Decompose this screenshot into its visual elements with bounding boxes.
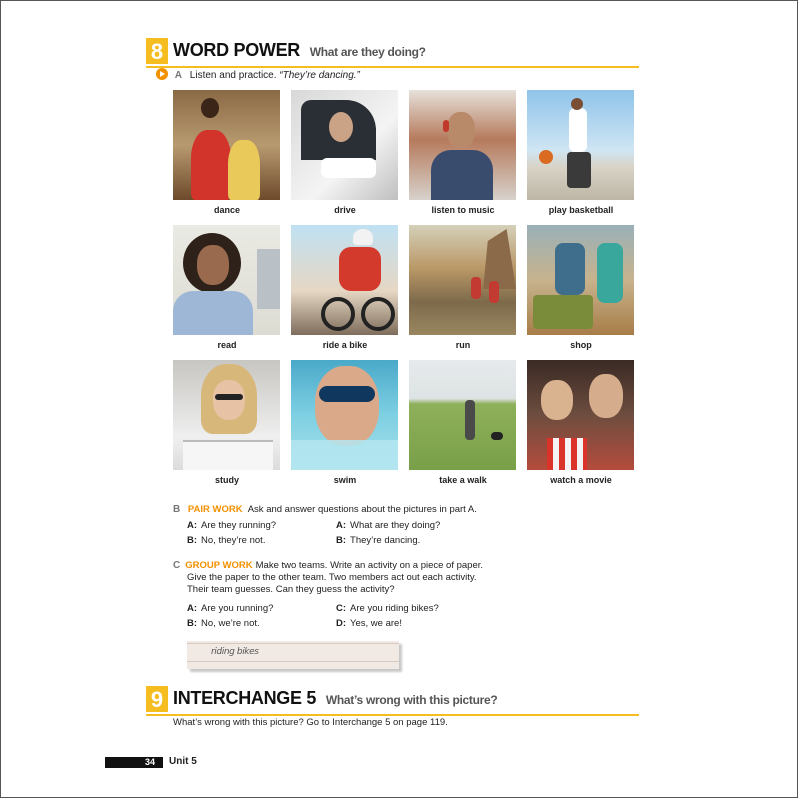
section-subtitle: What’s wrong with this picture?: [325, 693, 498, 707]
photo-caption: play basketball: [548, 205, 614, 215]
photo-caption: study: [214, 475, 239, 485]
dialogue-line: A: What are they doing?: [336, 520, 441, 531]
photo-shop: [527, 225, 634, 335]
photo-caption: listen to music: [431, 205, 495, 215]
unit-label: Unit 5: [169, 756, 197, 767]
photo-read: [173, 225, 280, 335]
woman-face: [197, 245, 229, 285]
player-shorts: [567, 152, 591, 188]
woman-shirt: [173, 291, 253, 335]
viewer-face: [541, 380, 573, 420]
part-letter: A: [174, 70, 183, 81]
part-c-line: Give the paper to the other team. Two members act out each activity.: [187, 572, 477, 583]
dialogue-line: B: They’re dancing.: [336, 535, 421, 546]
goggles-icon: [319, 386, 375, 402]
dialogue-line: D: Yes, we are!: [336, 618, 402, 629]
dancer-yellow-dress: [228, 140, 260, 200]
dog-icon: [491, 432, 503, 440]
photo-caption: shop: [570, 340, 592, 350]
page-number: 34: [145, 757, 156, 767]
ruled-line: [187, 661, 399, 662]
audio-play-icon[interactable]: [156, 68, 168, 80]
ruled-line: [187, 643, 399, 644]
dialogue-line: B: No, we’re not.: [187, 618, 260, 629]
man-face: [447, 112, 475, 148]
photo-grid: [173, 90, 635, 485]
basketball-icon: [539, 150, 553, 164]
photo-listen-to-music: [409, 90, 516, 200]
photo-swim: [291, 360, 398, 470]
section-9-header: [146, 686, 639, 712]
walker: [465, 400, 475, 440]
pair-work-label: PAIR WORK: [187, 504, 243, 515]
section-number: 9: [146, 686, 168, 712]
laptop: [257, 249, 280, 309]
dancer-head: [201, 98, 219, 118]
player-shirt: [569, 108, 587, 152]
photo-caption: read: [217, 340, 237, 350]
activity-note-paper: [187, 641, 399, 669]
bike-wheel: [321, 297, 355, 331]
part-a-text: Listen and practice.: [189, 70, 277, 81]
photo-play-basketball: [527, 90, 634, 200]
driver-face: [329, 112, 353, 142]
popcorn-icon: [547, 438, 587, 470]
runner: [471, 277, 481, 299]
section-title: [173, 688, 497, 709]
man-shopper: [555, 243, 585, 295]
section-title-text: INTERCHANGE 5: [173, 688, 317, 708]
section-title: [173, 40, 426, 61]
interchange-instruction: What’s wrong with this picture? Go to Interchange 5 on page 119.: [173, 717, 448, 728]
handwritten-note: riding bikes: [211, 647, 259, 657]
photo-dance: [173, 90, 280, 200]
part-a-instruction: [156, 68, 360, 81]
photo-run: [409, 225, 516, 335]
dancer-red-dress: [191, 130, 231, 200]
photo-watch-a-movie: [527, 360, 634, 470]
part-b-text: Ask and answer questions about the pictures in part A.: [247, 504, 477, 515]
group-work-label: GROUP WORK: [185, 560, 253, 571]
dialogue-line: B: No, they’re not.: [187, 535, 266, 546]
part-c-line: Their team guesses. Can they guess the activity?: [187, 584, 395, 595]
part-b-instruction: [173, 504, 477, 516]
part-c-instruction: [173, 560, 483, 596]
part-a-example: “They’re dancing.”: [279, 70, 360, 81]
section-number: 8: [146, 38, 168, 64]
bike-wheel: [361, 297, 395, 331]
water: [291, 440, 398, 470]
section-title-text: WORD POWER: [173, 40, 300, 60]
viewer-face: [589, 374, 623, 418]
photo-caption: ride a bike: [322, 340, 368, 350]
photo-caption: run: [455, 340, 471, 350]
dialogue-line: A: Are you running?: [187, 603, 274, 614]
headphones-icon: [443, 120, 449, 132]
dialogue-line: C: Are you riding bikes?: [336, 603, 439, 614]
part-letter: C: [173, 560, 181, 571]
student-face: [213, 380, 245, 420]
cyclist-jersey: [339, 247, 381, 291]
helmet-icon: [353, 229, 373, 245]
photo-caption: swim: [333, 475, 357, 485]
player-head: [571, 98, 583, 110]
section-subtitle: What are they doing?: [309, 45, 426, 59]
part-letter: B: [173, 504, 181, 515]
photo-take-a-walk: [409, 360, 516, 470]
glasses-icon: [215, 394, 243, 400]
photo-caption: dance: [213, 205, 240, 215]
notebook: [183, 440, 273, 470]
dialogue-line: A: Are they running?: [187, 520, 277, 531]
man-jacket: [431, 150, 493, 200]
photo-drive: [291, 90, 398, 200]
section-8-header: [146, 38, 639, 64]
woman-shopper: [597, 243, 623, 303]
photo-caption: drive: [334, 205, 356, 215]
photo-caption: take a walk: [439, 475, 487, 485]
photo-study: [173, 360, 280, 470]
photo-ride-a-bike: [291, 225, 398, 335]
photo-caption: watch a movie: [550, 475, 612, 485]
car-mirror: [321, 158, 376, 178]
runner: [489, 281, 499, 303]
part-c-line: Make two teams. Write an activity on a piece of paper.: [255, 560, 484, 571]
shopping-cart-produce: [533, 295, 593, 329]
swimmer-face: [315, 366, 379, 446]
section-rule: [146, 714, 639, 716]
